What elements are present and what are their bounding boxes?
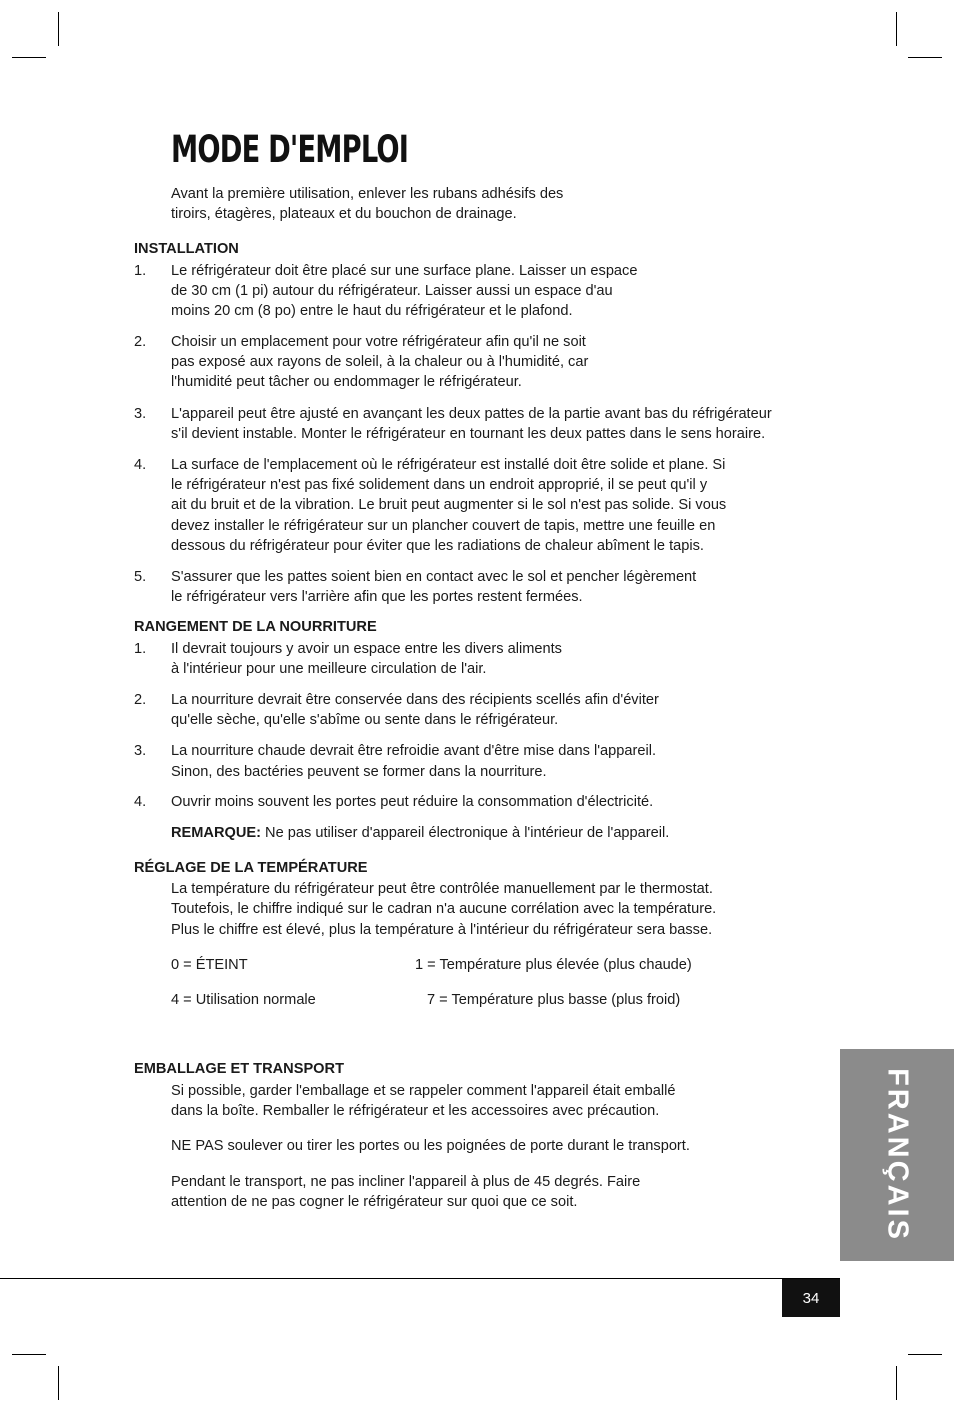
list-item-line: dessous du réfrigérateur pour éviter que les radiations de chaleur abîment le tapis.	[171, 538, 704, 554]
thermostat-setting: 7 = Température plus basse (plus froid)	[427, 992, 681, 1008]
crop-mark	[58, 1366, 59, 1400]
list-item-line: s'il devient instable. Monter le réfrigérateur en tournant les deux pattes dans le sens horaire.	[171, 426, 766, 442]
paragraph-line: Si possible, garder l'emballage et se rappeler comment l'appareil était emballé	[171, 1083, 676, 1099]
paragraph-line: Plus le chiffre est élevé, plus la température à l'intérieur du réfrigérateur sera basse.	[171, 922, 713, 938]
footer-rule	[0, 1278, 840, 1279]
page-number: 34	[782, 1279, 840, 1317]
list-number: 2.	[134, 692, 147, 708]
list-number: 1.	[134, 641, 147, 657]
list-item-line: pas exposé aux rayons de soleil, à la chaleur ou à l'humidité, car	[171, 354, 589, 370]
language-tab-label: FRANÇAIS	[881, 1068, 914, 1242]
remark	[171, 823, 669, 843]
paragraph-line: La température du réfrigérateur peut être contrôlée manuellement par le thermostat.	[171, 881, 713, 897]
list-item-line: Il devrait toujours y avoir un espace entre les divers aliments	[171, 641, 562, 657]
crop-mark	[12, 57, 46, 58]
paragraph-line: Pendant le transport, ne pas incliner l'appareil à plus de 45 degrés. Faire	[171, 1174, 641, 1190]
list-item-line: Le réfrigérateur doit être placé sur une surface plane. Laisser un espace	[171, 263, 638, 279]
list-item-line: l'humidité peut tâcher ou endommager le réfrigérateur.	[171, 374, 522, 390]
thermostat-setting: 1 = Température plus élevée (plus chaude)	[415, 957, 692, 973]
list-item-line: La nourriture chaude devrait être refroidie avant d'être mise dans l'appareil.	[171, 743, 657, 759]
list-item-line: moins 20 cm (8 po) entre le haut du réfrigérateur et le plafond.	[171, 303, 573, 319]
list-number: 3.	[134, 406, 147, 422]
list-number: 3.	[134, 743, 147, 759]
crop-mark	[896, 1366, 897, 1400]
crop-mark	[908, 1354, 942, 1355]
crop-mark	[908, 57, 942, 58]
section-heading-reglage: RÉGLAGE DE LA TEMPÉRATURE	[134, 860, 368, 876]
list-number: 4.	[134, 457, 147, 473]
list-item-line: ait du bruit et de la vibration. Le bruit peut augmenter si le sol n'est pas solide. Si vous	[171, 497, 727, 513]
page-title: MODE D'EMPLOI	[171, 128, 409, 171]
paragraph-line: dans la boîte. Remballer le réfrigérateur et les accessoires avec précaution.	[171, 1103, 660, 1119]
list-item-line: le réfrigérateur n'est pas fixé solidement dans un endroit approprié, il se peut qu'il y	[171, 477, 708, 493]
list-item-line: devez installer le réfrigérateur sur un plancher couvert de tapis, mettre une feuille en	[171, 518, 716, 534]
crop-mark	[58, 12, 59, 46]
list-item-line: L'appareil peut être ajusté en avançant les deux pattes de la partie avant bas du réfrigérateur	[171, 406, 772, 422]
list-item-line: qu'elle sèche, qu'elle s'abîme ou sente dans le réfrigérateur.	[171, 712, 559, 728]
list-number: 5.	[134, 569, 147, 585]
list-item-line: Sinon, des bactéries peuvent se former dans la nourriture.	[171, 764, 547, 780]
list-item-line: Choisir un emplacement pour votre réfrigérateur afin qu'il ne soit	[171, 334, 586, 350]
thermostat-setting: 4 = Utilisation normale	[171, 992, 316, 1008]
section-heading-rangement: RANGEMENT DE LA NOURRITURE	[134, 619, 377, 635]
section-heading-emballage: EMBALLAGE ET TRANSPORT	[134, 1061, 344, 1077]
remark-text: Ne pas utiliser d'appareil électronique à l'intérieur de l'appareil.	[261, 825, 670, 841]
intro-line: tiroirs, étagères, plateaux et du bouchon de drainage.	[171, 206, 517, 222]
section-heading-installation: INSTALLATION	[134, 241, 239, 257]
remark-label: REMARQUE:	[171, 825, 261, 841]
crop-mark	[896, 12, 897, 46]
list-number: 1.	[134, 263, 147, 279]
list-number: 4.	[134, 794, 147, 810]
list-item-line: de 30 cm (1 pi) autour du réfrigérateur. Laisser aussi un espace d'au	[171, 283, 613, 299]
thermostat-setting: 0 = ÉTEINT	[171, 957, 248, 973]
paragraph-line: attention de ne pas cogner le réfrigérateur sur quoi que ce soit.	[171, 1194, 578, 1210]
list-number: 2.	[134, 334, 147, 350]
list-item-line: La nourriture devrait être conservée dans des récipients scellés afin d'éviter	[171, 692, 659, 708]
paragraph-line: NE PAS soulever ou tirer les portes ou les poignées de porte durant le transport.	[171, 1138, 690, 1154]
list-item-line: le réfrigérateur vers l'arrière afin que les portes restent fermées.	[171, 589, 583, 605]
list-item-line: à l'intérieur pour une meilleure circulation de l'air.	[171, 661, 487, 677]
crop-mark	[12, 1354, 46, 1355]
language-tab	[840, 1049, 954, 1261]
intro-line: Avant la première utilisation, enlever les rubans adhésifs des	[171, 186, 564, 202]
paragraph-line: Toutefois, le chiffre indiqué sur le cadran n'a aucune corrélation avec la température.	[171, 901, 717, 917]
list-item-line: S'assurer que les pattes soient bien en contact avec le sol et pencher légèrement	[171, 569, 697, 585]
list-item-line: La surface de l'emplacement où le réfrigérateur est installé doit être solide et plane. Si	[171, 457, 726, 473]
list-item-line: Ouvrir moins souvent les portes peut réduire la consommation d'électricité.	[171, 794, 654, 810]
